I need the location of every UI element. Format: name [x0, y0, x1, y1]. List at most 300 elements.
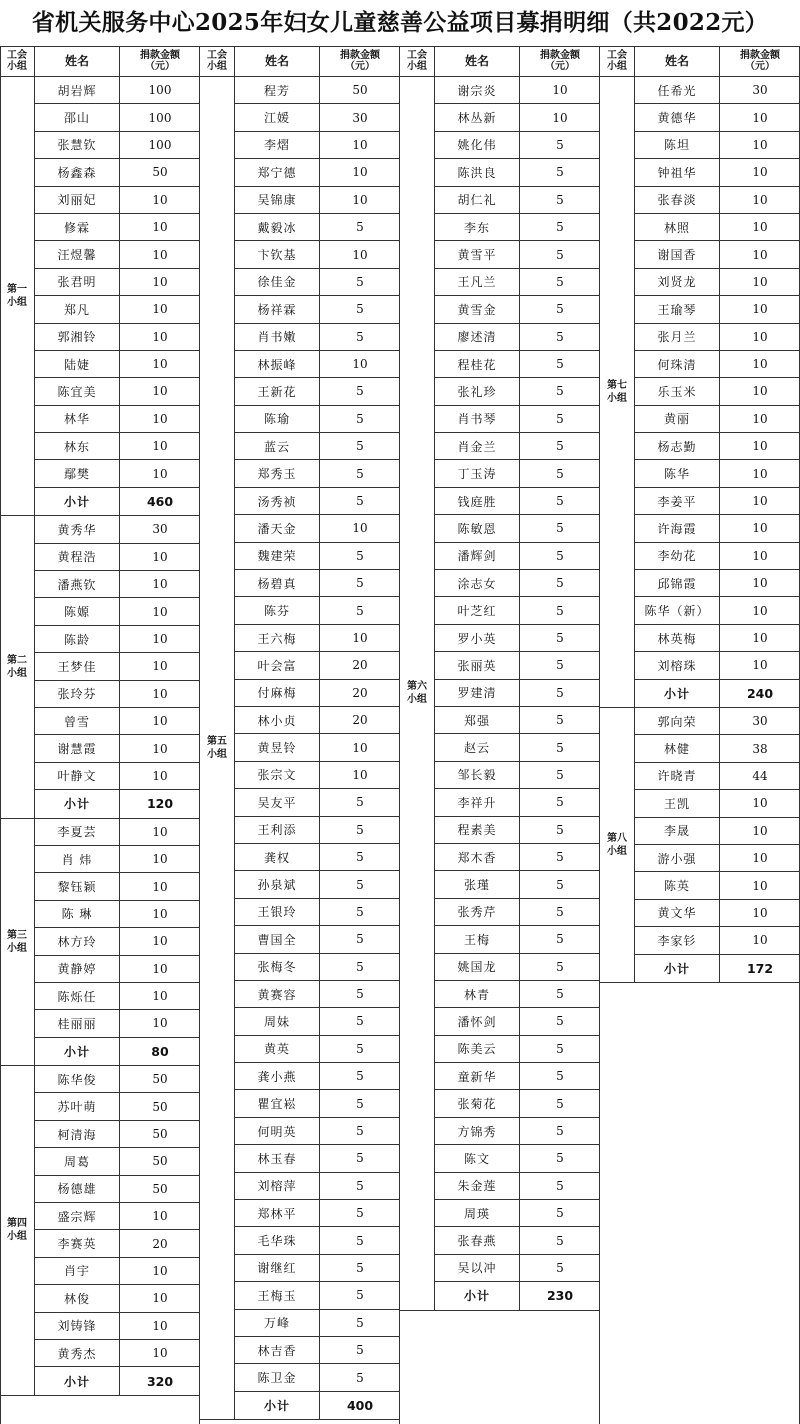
donor-name: 涂志女	[435, 570, 520, 596]
donation-amount: 5	[556, 548, 564, 563]
table-block-3	[400, 46, 600, 1311]
donor-name: 林方玲	[35, 928, 120, 954]
donor-name: 林东	[35, 433, 120, 459]
donor-name: 潘天金	[235, 515, 320, 541]
table-row	[235, 1063, 400, 1090]
donation-amount: 10	[752, 548, 768, 563]
donation-amount: 20	[352, 658, 368, 673]
table-row	[435, 351, 600, 378]
donation-amount: 5	[556, 384, 564, 399]
donation-amount: 10	[152, 686, 168, 701]
table-row	[235, 954, 400, 981]
table-row	[435, 625, 600, 652]
table-row	[435, 406, 600, 433]
table-row	[235, 187, 400, 214]
table-block-2	[200, 46, 400, 1420]
donation-amount: 5	[356, 795, 364, 810]
donation-amount: 44	[752, 768, 768, 783]
donation-amount: 10	[752, 192, 768, 207]
subtotal-amount: 172	[746, 960, 774, 976]
header-amount: 捐款金额 （元）	[540, 50, 580, 72]
table-row	[435, 926, 600, 953]
donation-amount: 10	[152, 989, 168, 1004]
donor-name: 王凡兰	[435, 269, 520, 295]
donation-amount: 10	[152, 192, 168, 207]
donor-name: 廖述清	[435, 324, 520, 350]
column-divider	[399, 46, 400, 1424]
table-row	[35, 1148, 200, 1175]
group-section	[0, 77, 200, 516]
subtotal-label: 小计	[435, 1282, 520, 1309]
donor-name: 江媛	[235, 104, 320, 130]
donor-name: 肖宇	[35, 1258, 120, 1284]
donation-amount: 5	[356, 384, 364, 399]
donor-name: 肖书嫩	[235, 324, 320, 350]
donor-name: 黄雪金	[435, 296, 520, 322]
donor-name: 钟祖华	[635, 159, 720, 185]
donation-amount: 10	[352, 247, 368, 262]
table-row	[435, 1036, 600, 1063]
table-row	[35, 956, 200, 983]
donation-amount: 10	[152, 714, 168, 729]
donation-amount: 5	[556, 850, 564, 865]
donor-name: 李祥升	[435, 789, 520, 815]
donor-name: 李赛英	[35, 1230, 120, 1256]
donor-name: 张礼珍	[435, 378, 520, 404]
donation-amount: 5	[556, 411, 564, 426]
donor-name: 邵山	[35, 104, 120, 130]
donation-amount: 10	[752, 439, 768, 454]
table-row	[235, 324, 400, 351]
donor-name: 林丛新	[435, 104, 520, 130]
donation-amount: 5	[556, 767, 564, 782]
table-header	[400, 46, 600, 77]
donor-name: 罗小英	[435, 625, 520, 651]
donation-amount: 10	[752, 823, 768, 838]
donation-amount: 50	[152, 1099, 168, 1114]
table-row	[35, 433, 200, 460]
donor-name: 杨碧真	[235, 570, 320, 596]
table-row	[235, 433, 400, 460]
table-row	[435, 214, 600, 241]
table-row	[35, 132, 200, 159]
donation-amount: 5	[556, 1096, 564, 1111]
table-row	[35, 1340, 200, 1367]
donation-amount: 5	[356, 1041, 364, 1056]
donor-name: 曾雪	[35, 708, 120, 734]
table-row	[235, 1282, 400, 1309]
donor-name: 陈卫金	[235, 1364, 320, 1390]
donor-name: 魏建荣	[235, 543, 320, 569]
donation-amount: 5	[556, 904, 564, 919]
donation-amount: 50	[352, 83, 368, 98]
table-row	[235, 159, 400, 186]
table-row	[635, 460, 800, 487]
donation-amount: 5	[556, 740, 564, 755]
donation-amount: 5	[356, 1151, 364, 1166]
table-block-4	[600, 46, 800, 983]
table-row	[635, 187, 800, 214]
group-label: 第八 小组	[600, 708, 635, 982]
donation-amount: 5	[356, 1233, 364, 1248]
donation-amount: 10	[152, 577, 168, 592]
donor-name: 吴锦康	[235, 187, 320, 213]
donor-name: 卞钦基	[235, 241, 320, 267]
table-row	[235, 570, 400, 597]
table-row	[235, 1118, 400, 1145]
donation-amount: 50	[152, 1127, 168, 1142]
donor-name: 程芳	[235, 77, 320, 103]
donation-amount: 5	[356, 822, 364, 837]
subtotal-row	[235, 1392, 400, 1419]
table-row	[35, 681, 200, 708]
table-row	[235, 762, 400, 789]
donation-amount: 100	[148, 110, 172, 125]
donation-amount: 5	[556, 1124, 564, 1139]
donation-amount: 10	[352, 521, 368, 536]
group-section	[0, 819, 200, 1067]
donor-name: 谢继红	[235, 1255, 320, 1281]
table-row	[235, 625, 400, 652]
donation-amount: 5	[356, 411, 364, 426]
donation-amount: 30	[752, 83, 768, 98]
donation-amount: 5	[556, 247, 564, 262]
donation-amount: 38	[752, 741, 768, 756]
donor-name: 许海霞	[635, 515, 720, 541]
donor-name: 张梅冬	[235, 954, 320, 980]
donor-name: 陈嫄	[35, 598, 120, 624]
table-row	[35, 516, 200, 543]
table-row	[435, 954, 600, 981]
donor-name: 谢国香	[635, 241, 720, 267]
donor-name: 林振峰	[235, 351, 320, 377]
table-row	[635, 159, 800, 186]
donor-name: 黄赛容	[235, 981, 320, 1007]
donation-amount: 10	[752, 631, 768, 645]
donor-name: 林吉香	[235, 1337, 320, 1363]
donation-amount: 5	[556, 1178, 564, 1193]
donor-name: 曹国全	[235, 926, 320, 952]
donation-amount: 5	[556, 603, 564, 618]
donor-name: 李夏芸	[35, 819, 120, 845]
subtotal-row	[35, 1038, 200, 1065]
donor-name: 陈敏恩	[435, 515, 520, 541]
table-row	[35, 598, 200, 625]
table-row	[435, 817, 600, 844]
donor-name: 黄德华	[635, 104, 720, 130]
donation-amount: 5	[356, 1178, 364, 1193]
table-row	[35, 708, 200, 735]
donation-amount: 5	[556, 521, 564, 536]
table-row	[435, 871, 600, 898]
donor-name: 潘怀剑	[435, 1008, 520, 1034]
donation-amount: 50	[152, 1154, 168, 1169]
table-row	[435, 433, 600, 460]
donor-name: 叶静文	[35, 763, 120, 789]
donor-name: 游小强	[635, 845, 720, 871]
donation-amount: 5	[556, 192, 564, 207]
table-row	[35, 819, 200, 846]
table-row	[435, 159, 600, 186]
donor-name: 程桂花	[435, 351, 520, 377]
donor-name: 吴友平	[235, 789, 320, 815]
donor-name: 李熠	[235, 132, 320, 158]
page-title: 省机关服务中心2025年妇女儿童慈善公益项目募捐明细（共2022元）	[31, 9, 769, 36]
subtotal-row	[35, 1367, 200, 1394]
donation-amount: 10	[152, 411, 168, 426]
donor-name: 陈 琳	[35, 901, 120, 927]
group-label: 第一 小组	[0, 77, 35, 515]
table-row	[435, 1118, 600, 1145]
donor-name: 李东	[435, 214, 520, 240]
donation-amount: 50	[152, 165, 168, 180]
donor-name: 林健	[635, 735, 720, 761]
donor-name: 赵云	[435, 734, 520, 760]
subtotal-amount: 120	[146, 796, 174, 812]
table-row	[235, 597, 400, 624]
table-row	[435, 680, 600, 707]
subtotal-amount: 400	[346, 1397, 374, 1413]
table-row	[35, 1176, 200, 1203]
donor-name: 王梦佳	[35, 653, 120, 679]
table-row	[235, 269, 400, 296]
donation-amount: 10	[152, 1209, 168, 1224]
donation-amount: 5	[556, 1014, 564, 1029]
donation-amount: 5	[556, 274, 564, 289]
donation-amount: 30	[152, 522, 168, 537]
subtotal-amount: 80	[151, 1043, 169, 1059]
table-row	[235, 1090, 400, 1117]
table-row	[35, 104, 200, 131]
donor-name: 黄秀杰	[35, 1340, 120, 1366]
table-row	[435, 734, 600, 761]
table-row	[635, 132, 800, 159]
donation-amount: 10	[352, 192, 368, 207]
donation-amount: 5	[356, 329, 364, 344]
donor-name: 陈文	[435, 1145, 520, 1171]
donation-amount: 10	[352, 165, 368, 180]
group-section	[0, 516, 200, 818]
table-row	[235, 77, 400, 104]
group-section	[600, 77, 800, 708]
donor-name: 万峰	[235, 1310, 320, 1336]
donation-amount: 5	[556, 1151, 564, 1166]
donor-name: 杨鑫森	[35, 159, 120, 185]
donor-name: 黄英	[235, 1036, 320, 1062]
table-row	[235, 789, 400, 816]
donor-name: 桂丽丽	[35, 1010, 120, 1036]
table-row	[435, 132, 600, 159]
table-row	[635, 872, 800, 899]
donor-name: 姚化伟	[435, 132, 520, 158]
table-row	[235, 1255, 400, 1282]
donor-name: 郑林平	[235, 1200, 320, 1226]
donation-amount: 10	[352, 357, 368, 372]
table-row	[635, 570, 800, 597]
donor-name: 林英梅	[635, 625, 720, 651]
donor-name: 姚国龙	[435, 954, 520, 980]
donor-name: 黄昱铃	[235, 734, 320, 760]
header-union-group: 工会 小组	[0, 46, 35, 76]
donor-name: 肖金兰	[435, 433, 520, 459]
donor-name: 张玲芬	[35, 681, 120, 707]
donor-name: 周葛	[35, 1148, 120, 1174]
donor-name: 黄文华	[635, 900, 720, 926]
table-row	[435, 570, 600, 597]
table-row	[635, 324, 800, 351]
table-row	[35, 626, 200, 653]
donor-name: 林青	[435, 981, 520, 1007]
donor-name: 张秀芹	[435, 899, 520, 925]
donation-amount: 5	[556, 1260, 564, 1275]
table-row	[435, 269, 600, 296]
table-row	[435, 844, 600, 871]
donor-name: 陈烁任	[35, 983, 120, 1009]
donation-amount: 10	[152, 466, 168, 481]
donor-name: 陈华（新）	[635, 597, 720, 623]
table-row	[635, 515, 800, 542]
donation-amount: 10	[752, 521, 768, 536]
donor-name: 龚权	[235, 844, 320, 870]
group-label: 第六 小组	[400, 77, 435, 1310]
donation-amount: 5	[556, 576, 564, 591]
donation-amount: 5	[556, 439, 564, 454]
donor-name: 付麻梅	[235, 680, 320, 706]
donation-amount: 10	[152, 659, 168, 674]
donation-amount: 10	[352, 137, 368, 152]
table-row	[235, 1008, 400, 1035]
group-section	[200, 77, 400, 1420]
table-row	[435, 1227, 600, 1254]
table-row	[635, 77, 800, 104]
donor-name: 胡仁礼	[435, 187, 520, 213]
donor-name: 黄雪平	[435, 241, 520, 267]
donation-amount: 10	[152, 768, 168, 783]
donor-name: 程素美	[435, 817, 520, 843]
table-row	[435, 104, 600, 131]
donation-amount: 10	[752, 576, 768, 591]
donation-amount: 10	[752, 933, 768, 948]
donation-amount: 10	[552, 110, 568, 125]
donation-amount: 100	[148, 83, 172, 98]
donor-name: 邱锦霞	[635, 570, 720, 596]
donor-name: 陆婕	[35, 351, 120, 377]
donation-amount: 5	[556, 302, 564, 317]
group-section	[0, 1066, 200, 1396]
subtotal-amount: 230	[546, 1288, 574, 1304]
donation-amount: 10	[752, 137, 768, 152]
donation-amount: 10	[152, 549, 168, 564]
donation-amount: 5	[356, 1014, 364, 1029]
subtotal-label: 小计	[235, 1392, 320, 1419]
donor-name: 李晟	[635, 818, 720, 844]
donor-name: 乐玉米	[635, 378, 720, 404]
table-row	[235, 241, 400, 268]
table-row	[235, 488, 400, 515]
donor-name: 李姜平	[635, 488, 720, 514]
donation-amount: 5	[356, 987, 364, 1002]
column-divider	[0, 46, 1, 1424]
donor-name: 林俊	[35, 1285, 120, 1311]
donor-name: 张慧钦	[35, 132, 120, 158]
subtotal-row	[635, 955, 800, 982]
donor-name: 陈华俊	[35, 1066, 120, 1092]
table-row	[435, 707, 600, 734]
donation-amount: 10	[752, 220, 768, 235]
table-row	[35, 460, 200, 487]
donation-amount: 10	[752, 878, 768, 893]
table-row	[35, 763, 200, 790]
donor-name: 郭湘铃	[35, 324, 120, 350]
table-header	[0, 46, 200, 77]
subtotal-label: 小计	[35, 1367, 120, 1394]
donor-name: 刘贤龙	[635, 269, 720, 295]
donation-amount: 50	[152, 1181, 168, 1196]
donation-amount: 5	[356, 1124, 364, 1139]
subtotal-label: 小计	[635, 955, 720, 982]
donation-amount: 10	[152, 879, 168, 894]
table-row	[235, 981, 400, 1008]
table-row	[435, 378, 600, 405]
group-label: 第四 小组	[0, 1066, 35, 1395]
donation-amount: 10	[152, 302, 168, 317]
donor-name: 叶会富	[235, 652, 320, 678]
donation-amount: 10	[352, 767, 368, 782]
donor-name: 张瑾	[435, 871, 520, 897]
donor-name: 罗建清	[435, 680, 520, 706]
donor-name: 毛华珠	[235, 1227, 320, 1253]
table-header	[200, 46, 400, 77]
donation-amount: 10	[152, 357, 168, 372]
donor-name: 钱庭胜	[435, 488, 520, 514]
donation-amount: 5	[556, 877, 564, 892]
table-row	[235, 132, 400, 159]
table-row	[35, 1121, 200, 1148]
table-row	[35, 1230, 200, 1257]
donation-amount: 5	[556, 357, 564, 372]
table-row	[635, 625, 800, 652]
donor-name: 朱金莲	[435, 1173, 520, 1199]
group-section	[600, 708, 800, 983]
donation-amount: 10	[152, 906, 168, 921]
table-row	[35, 846, 200, 873]
column-divider	[199, 46, 200, 1424]
donation-amount: 10	[752, 384, 768, 399]
donation-amount: 10	[752, 494, 768, 509]
subtotal-label: 小计	[35, 790, 120, 817]
table-row	[235, 1200, 400, 1227]
table-row	[35, 324, 200, 351]
table-row	[35, 269, 200, 296]
donation-amount: 10	[752, 658, 768, 673]
donation-amount: 5	[556, 631, 564, 645]
table-row	[35, 544, 200, 571]
donation-amount: 10	[152, 220, 168, 235]
table-row	[35, 187, 200, 214]
donor-name: 杨祥霖	[235, 296, 320, 322]
header-name: 姓名	[235, 46, 320, 76]
donor-name: 丁玉涛	[435, 460, 520, 486]
donor-name: 瞿宜崧	[235, 1090, 320, 1116]
donor-name: 潘辉剑	[435, 543, 520, 569]
table-row	[35, 653, 200, 680]
donation-amount: 10	[152, 934, 168, 949]
donation-amount: 10	[352, 631, 368, 645]
table-row	[235, 871, 400, 898]
table-row	[635, 818, 800, 845]
table-row	[35, 1313, 200, 1340]
donation-amount: 5	[556, 658, 564, 673]
